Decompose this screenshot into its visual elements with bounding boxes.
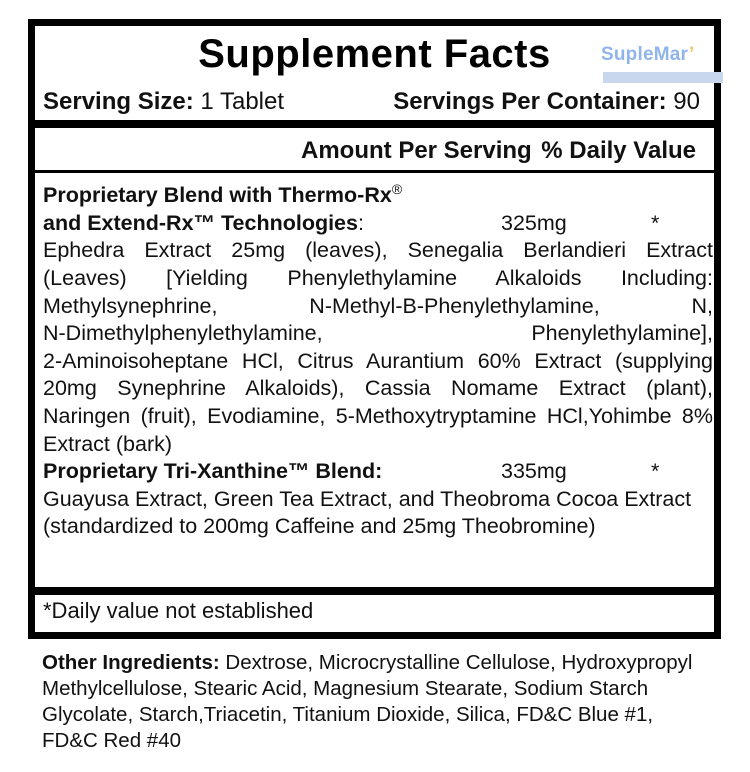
ingredient-line: 20mg Synephrine Alkaloids), Cassia Nomame Extract (plant), [43, 376, 713, 401]
ingredient-line: Naringen (fruit), Evodiamine, 5-Methoxytryptamine HCl,Yohimbe 8% [43, 403, 713, 428]
other-ingredients-line: Glycolate, Starch,Triacetin, Titanium Dioxide, Silica, FD&C Blue #1, [42, 703, 654, 726]
daily-value-footnote: *Daily value not established [43, 598, 314, 623]
blend-name-line2: and Extend-Rx™ Technologies: 325mg * [43, 210, 713, 238]
blend-name: Proprietary Tri-Xanthine™ Blend: [43, 459, 383, 484]
servings-per-value: 90 [673, 88, 700, 115]
serving-size-label: Serving Size: [43, 88, 194, 115]
divider-thick-bottom [35, 587, 714, 595]
watermark-brand: SupleMar [601, 44, 689, 65]
other-ingredients-line: Methylcellulose, Stearic Acid, Magnesium Stearate, Sodium Starch [42, 677, 649, 700]
blend-name: Proprietary Blend with Thermo-Rx® [43, 181, 403, 208]
header-daily-value: % Daily Value [541, 137, 696, 164]
blend-thermo-rx [43, 176, 713, 541]
blend-amount: 325mg [501, 210, 567, 235]
header-amount-per-serving: Amount Per Serving [301, 137, 532, 164]
other-ingredients-label: Other Ingredients: [42, 651, 220, 674]
ingredient-line: Extract (bark) [43, 431, 173, 456]
blend-amount: 335mg [501, 459, 567, 484]
divider-thin [35, 170, 714, 173]
watermark-bar [603, 72, 723, 83]
ingredient-line: Ephedra Extract 25mg (leaves), Senegalia Berlandieri Extract [43, 238, 713, 263]
divider-thick [35, 120, 714, 128]
servings-per-container [393, 88, 700, 116]
supplement-facts-panel [28, 19, 721, 639]
blend-daily-value: * [651, 459, 660, 484]
blend-tri-xanthine [43, 458, 713, 486]
blend-daily-value: * [651, 210, 660, 235]
ingredient-line: (Leaves) [Yielding Phenylethylamine Alkaloids Including: [43, 265, 713, 290]
watermark-mark: ’ [688, 44, 695, 65]
other-ingredients-line: Dextrose, Microcrystalline Cellulose, Hydroxypropyl [225, 651, 693, 674]
ingredient-line: Guayusa Extract, Green Tea Extract, and Theobroma Cocoa Extract [43, 486, 692, 511]
serving-size-value: 1 Tablet [200, 88, 285, 115]
serving-size [43, 88, 284, 116]
other-ingredients [42, 650, 718, 754]
ingredient-line: 2-Aminoisoheptane HCl, Citrus Aurantium 60% Extract (supplying [43, 348, 713, 373]
servings-per-label: Servings Per Container: [393, 88, 667, 115]
other-ingredients-line: FD&C Red #40 [42, 729, 182, 752]
registered-mark: ® [391, 181, 403, 197]
panel-title: Supplement Facts [198, 32, 551, 76]
ingredient-line: Methylsynephrine, N-Methyl-B-Phenylethylamine, N, [43, 293, 713, 318]
ingredient-line: (standardized to 200mg Caffeine and 25mg Theobromine) [43, 514, 596, 539]
ingredient-line: N-Dimethylphenylethylamine, Phenylethylamine], [43, 321, 713, 346]
